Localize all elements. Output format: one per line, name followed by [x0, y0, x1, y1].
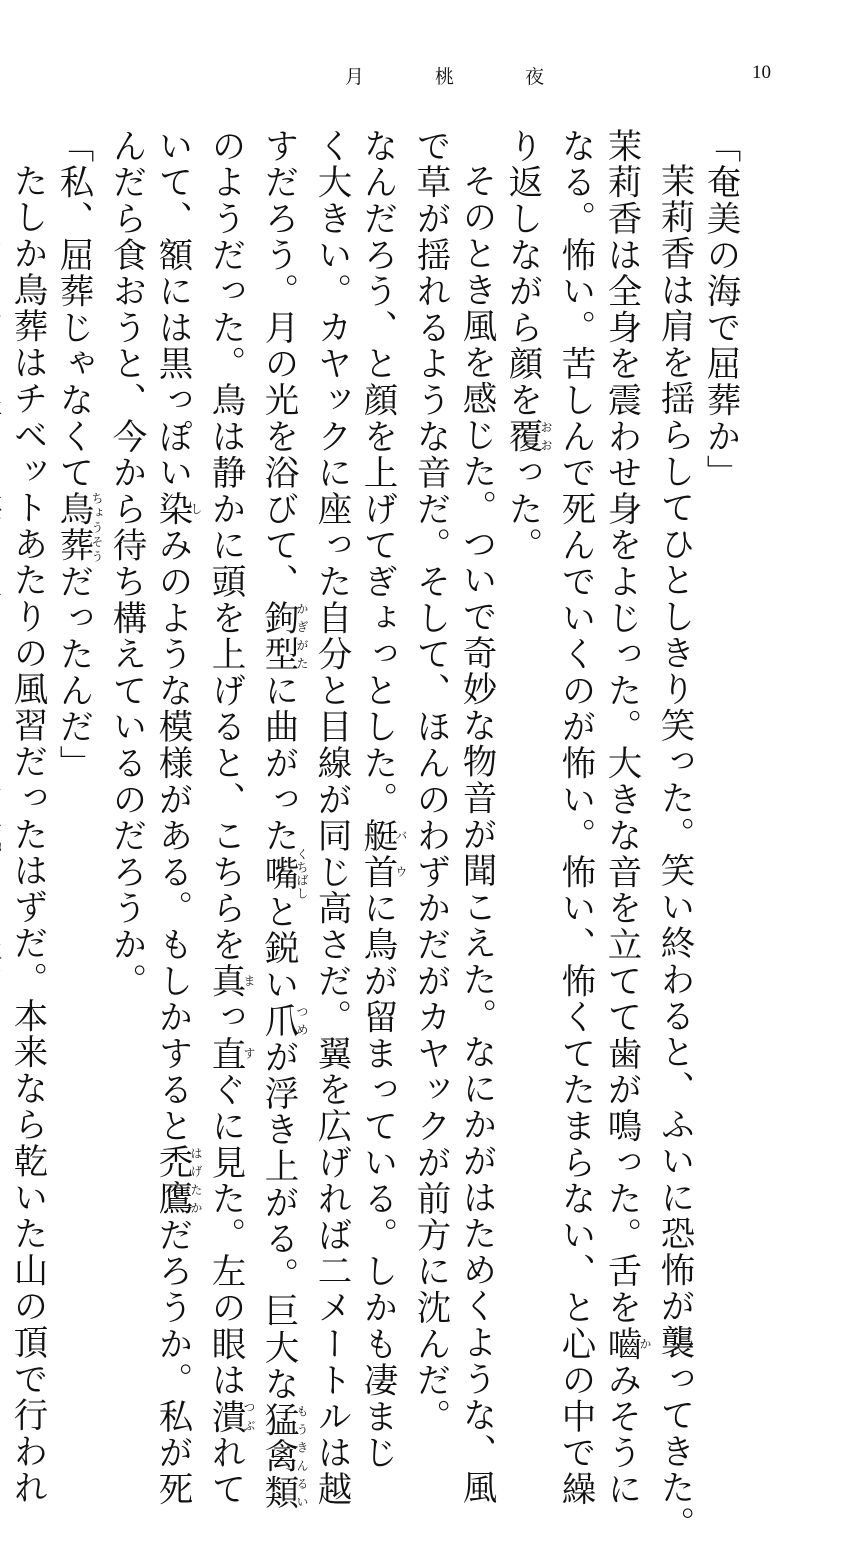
ruby-reading: し [189, 491, 203, 528]
ruby-annotation [258, 848, 309, 901]
ruby-base: 爪 [258, 1002, 298, 1040]
ruby-base: 覆 [502, 418, 542, 455]
ruby-reading: つぶ [242, 1398, 256, 1435]
ruby-reading: バウ [394, 817, 408, 891]
ruby-annotation [152, 491, 203, 528]
text-line [50, 128, 103, 1128]
text-line [697, 128, 743, 1128]
text-line [308, 128, 354, 1508]
text-line [354, 128, 408, 1472]
ruby-base: 鳥葬 [53, 491, 93, 564]
ruby-base: 直 [205, 1035, 245, 1072]
ruby-reading: おお [539, 418, 553, 455]
text-line [103, 128, 149, 1128]
ruby-base: 艇首 [357, 817, 397, 891]
text-segment: が浮き上がる。巨大な [258, 1039, 298, 1403]
text-line [407, 128, 453, 1435]
ruby-reading: つめ [295, 1002, 309, 1040]
text-segment: なんだろう、と顔を上げてぎょっとした。 [357, 128, 397, 818]
body-text [7, 128, 743, 1542]
ruby-annotation [258, 1402, 309, 1512]
text-segment: すだろう。月の光を浴びて、 [258, 128, 298, 600]
text-segment: く大きい。カヤックに座った自分と目線が同じ高さだ。翼を広げれば二メートルは越 [311, 128, 351, 1508]
ruby-reading: す [242, 1035, 256, 1072]
ruby-base: 潰 [205, 1398, 245, 1435]
text-segment: んだら食おうと、今から待ち構えているのだろうか。 [106, 128, 146, 1000]
ruby-annotation [205, 1398, 256, 1435]
ruby-annotation [502, 418, 553, 455]
text-segment: に曲がった [258, 672, 298, 855]
text-segment: り返しながら顔を [502, 128, 542, 419]
text-segment: なる。怖い。苦しんで死んでいくのが怖い。怖い、怖くてたまらない、と心の中で繰 [555, 128, 595, 1508]
text-line [499, 128, 552, 1128]
text-segment: みそうに [601, 1362, 641, 1508]
text-segment: そのとき風を感じた。ついで奇妙な物音が聞こえた。なにかがはためくような、風 [456, 162, 496, 1506]
text-segment: たしか鳥葬はチベットあたりの風習だったはずだ。本来なら乾いた山の頂で行われ [7, 162, 47, 1506]
ruby-base: 禿鷹 [152, 1144, 192, 1218]
text-segment [0, 128, 1, 1108]
ruby-base: 鉤型 [258, 599, 298, 673]
text-segment: いて、額には黒っぽい [152, 128, 192, 491]
text-segment: 「私、屈葬じゃなくて [53, 128, 93, 491]
ruby-annotation [601, 1325, 652, 1363]
ruby-annotation [205, 962, 256, 1000]
ruby-annotation [258, 599, 309, 673]
ruby-reading: もうきんるい [295, 1402, 309, 1512]
running-title: 月 桃 夜 [345, 66, 571, 88]
text-segment: のようだった。鳥は静かに頭を上げると、こちらを [205, 128, 245, 963]
ruby-reading: か [638, 1325, 652, 1363]
text-line [202, 128, 256, 1508]
ruby-base: 猛禽類 [258, 1402, 298, 1512]
ruby-base: 嚙 [601, 1325, 641, 1363]
ruby-base: 真 [205, 962, 245, 1000]
text-segment: と鋭い [258, 894, 298, 1003]
ruby-reading: ま [242, 962, 256, 1000]
ruby-reading: くちばし [295, 848, 309, 901]
text-segment: みのような模様がある。もしかすると [152, 527, 192, 1145]
ruby-base: 嘴 [258, 848, 298, 901]
text-line [598, 128, 652, 1508]
page-header [0, 62, 841, 92]
text-segment: に鳥が留まっている。しかも凄まじ [357, 890, 397, 1472]
ruby-annotation [205, 1035, 256, 1072]
text-segment: だろうか。私が死 [152, 1217, 192, 1508]
text-segment: で草が揺れるような音だ。そして、ほんのわずかだがカヤックが前方に沈んだ。 [410, 128, 450, 1435]
text-line [651, 128, 697, 1542]
ruby-base: 染 [152, 491, 192, 528]
text-line [0, 128, 4, 1128]
ruby-reading: ちょうそう [90, 491, 104, 564]
text-segment: だったんだ」 [53, 563, 93, 782]
page-number: 10 [752, 62, 771, 83]
text-segment: ぐに見た。左の眼は [205, 1071, 245, 1399]
text-line [255, 128, 309, 1512]
text-segment: 茉莉香は肩を揺らしてひとしきり笑った。笑い終わると、ふいに恐怖が襲ってきた。 [654, 162, 694, 1542]
text-segment: 「奄美の海で屈葬か」 [700, 128, 740, 491]
text-segment: っ [205, 999, 245, 1036]
ruby-reading: かぎがた [295, 599, 309, 673]
text-line [453, 128, 499, 1506]
text-line [552, 128, 598, 1508]
text-line [4, 128, 50, 1506]
ruby-reading: はげたか [189, 1144, 203, 1218]
text-segment: った。 [502, 454, 542, 564]
ruby-annotation [53, 491, 104, 564]
text-line [149, 128, 203, 1508]
ruby-annotation [152, 1144, 203, 1218]
ruby-annotation [258, 1002, 309, 1040]
text-segment: れて [205, 1434, 245, 1508]
text-segment: 茉莉香は全身を震わせ身をよじった。大きな音を立てて歯が鳴った。舌を [601, 128, 641, 1326]
ruby-annotation [357, 817, 408, 891]
